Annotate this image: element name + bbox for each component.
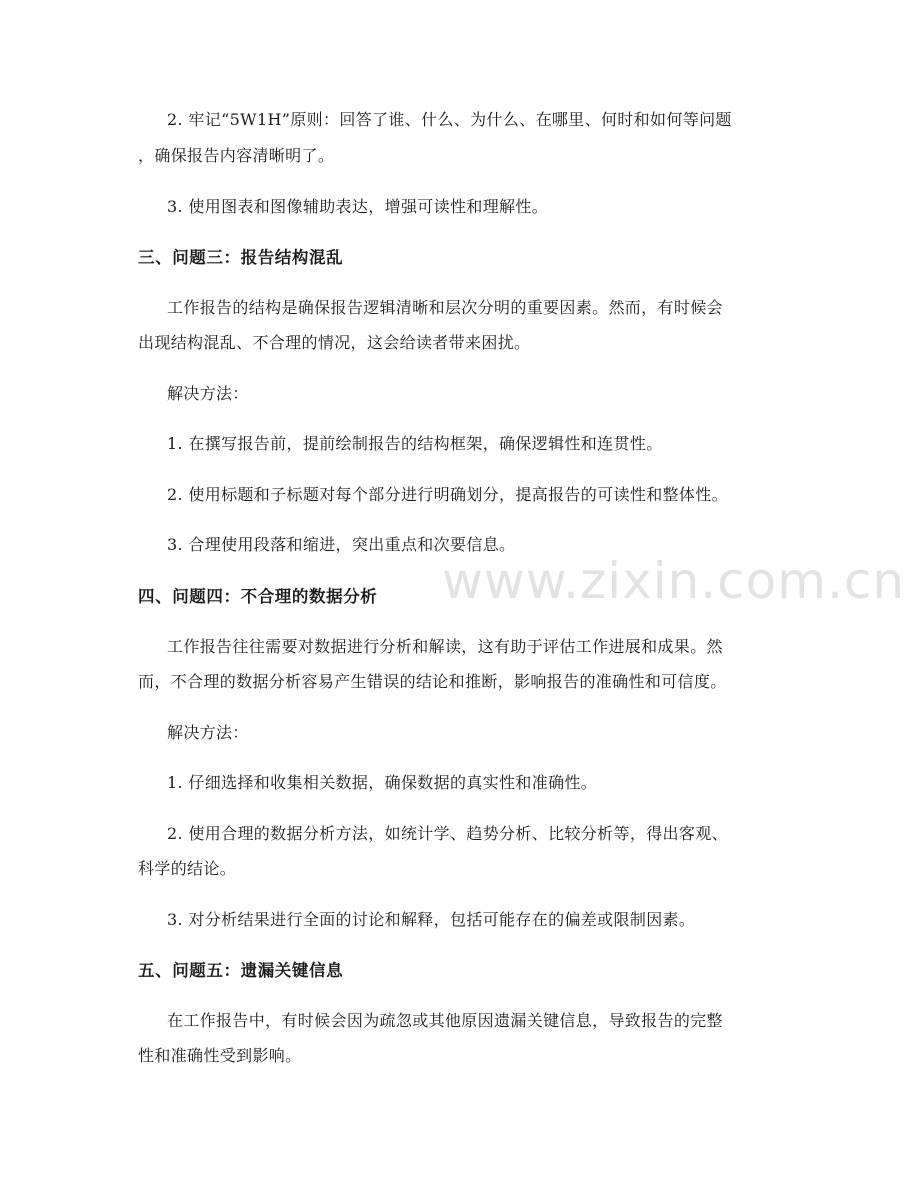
list-item-continuation: 科学的结论。 bbox=[138, 859, 237, 878]
list-item: 2. 使用标题和子标题对每个部分进行明确划分，提高报告的可读性和整体性。 bbox=[167, 485, 728, 504]
paragraph-line: 而，不合理的数据分析容易产生错误的结论和推断，影响报告的准确性和可信度。 bbox=[138, 672, 727, 691]
list-item: 3. 合理使用段落和缩进，突出重点和次要信息。 bbox=[167, 535, 516, 554]
list-item: 2. 使用合理的数据分析方法，如统计学、趋势分析、比较分析等，得出客观、 bbox=[167, 824, 728, 843]
solution-label: 解决方法： bbox=[167, 723, 249, 742]
list-item: 3. 使用图表和图像辅助表达，增强可读性和理解性。 bbox=[167, 197, 549, 216]
list-item: 2. 牢记“5W1H”原则：回答了谁、什么、为什么、在哪里、何时和如何等问题 bbox=[167, 110, 732, 129]
paragraph-line: 工作报告的结构是确保报告逻辑清晰和层次分明的重要因素。然而，有时候会 bbox=[167, 298, 723, 317]
list-item-continuation: ，确保报告内容清晰明了。 bbox=[138, 146, 335, 165]
paragraph-line: 出现结构混乱、不合理的情况，这会给读者带来困扰。 bbox=[138, 333, 531, 352]
section-heading: 三、问题三：报告结构混乱 bbox=[138, 248, 344, 267]
list-item: 1. 仔细选择和收集相关数据，确保数据的真实性和准确性。 bbox=[167, 773, 598, 792]
watermark: www.zixin.com.cn bbox=[442, 552, 906, 610]
solution-label: 解决方法： bbox=[167, 384, 249, 403]
paragraph-line: 性和准确性受到影响。 bbox=[138, 1046, 302, 1065]
section-heading: 五、问题五：遗漏关键信息 bbox=[138, 961, 344, 980]
list-item: 3. 对分析结果进行全面的讨论和解释，包括可能存在的偏差或限制因素。 bbox=[167, 910, 696, 929]
paragraph-line: 工作报告往往需要对数据进行分析和解读，这有助于评估工作进展和成果。然 bbox=[167, 637, 723, 656]
list-item: 1. 在撰写报告前，提前绘制报告的结构框架，确保逻辑性和连贯性。 bbox=[167, 434, 663, 453]
paragraph-line: 在工作报告中，有时候会因为疏忽或其他原因遗漏关键信息，导致报告的完整 bbox=[167, 1011, 723, 1030]
section-heading: 四、问题四：不合理的数据分析 bbox=[138, 587, 378, 606]
